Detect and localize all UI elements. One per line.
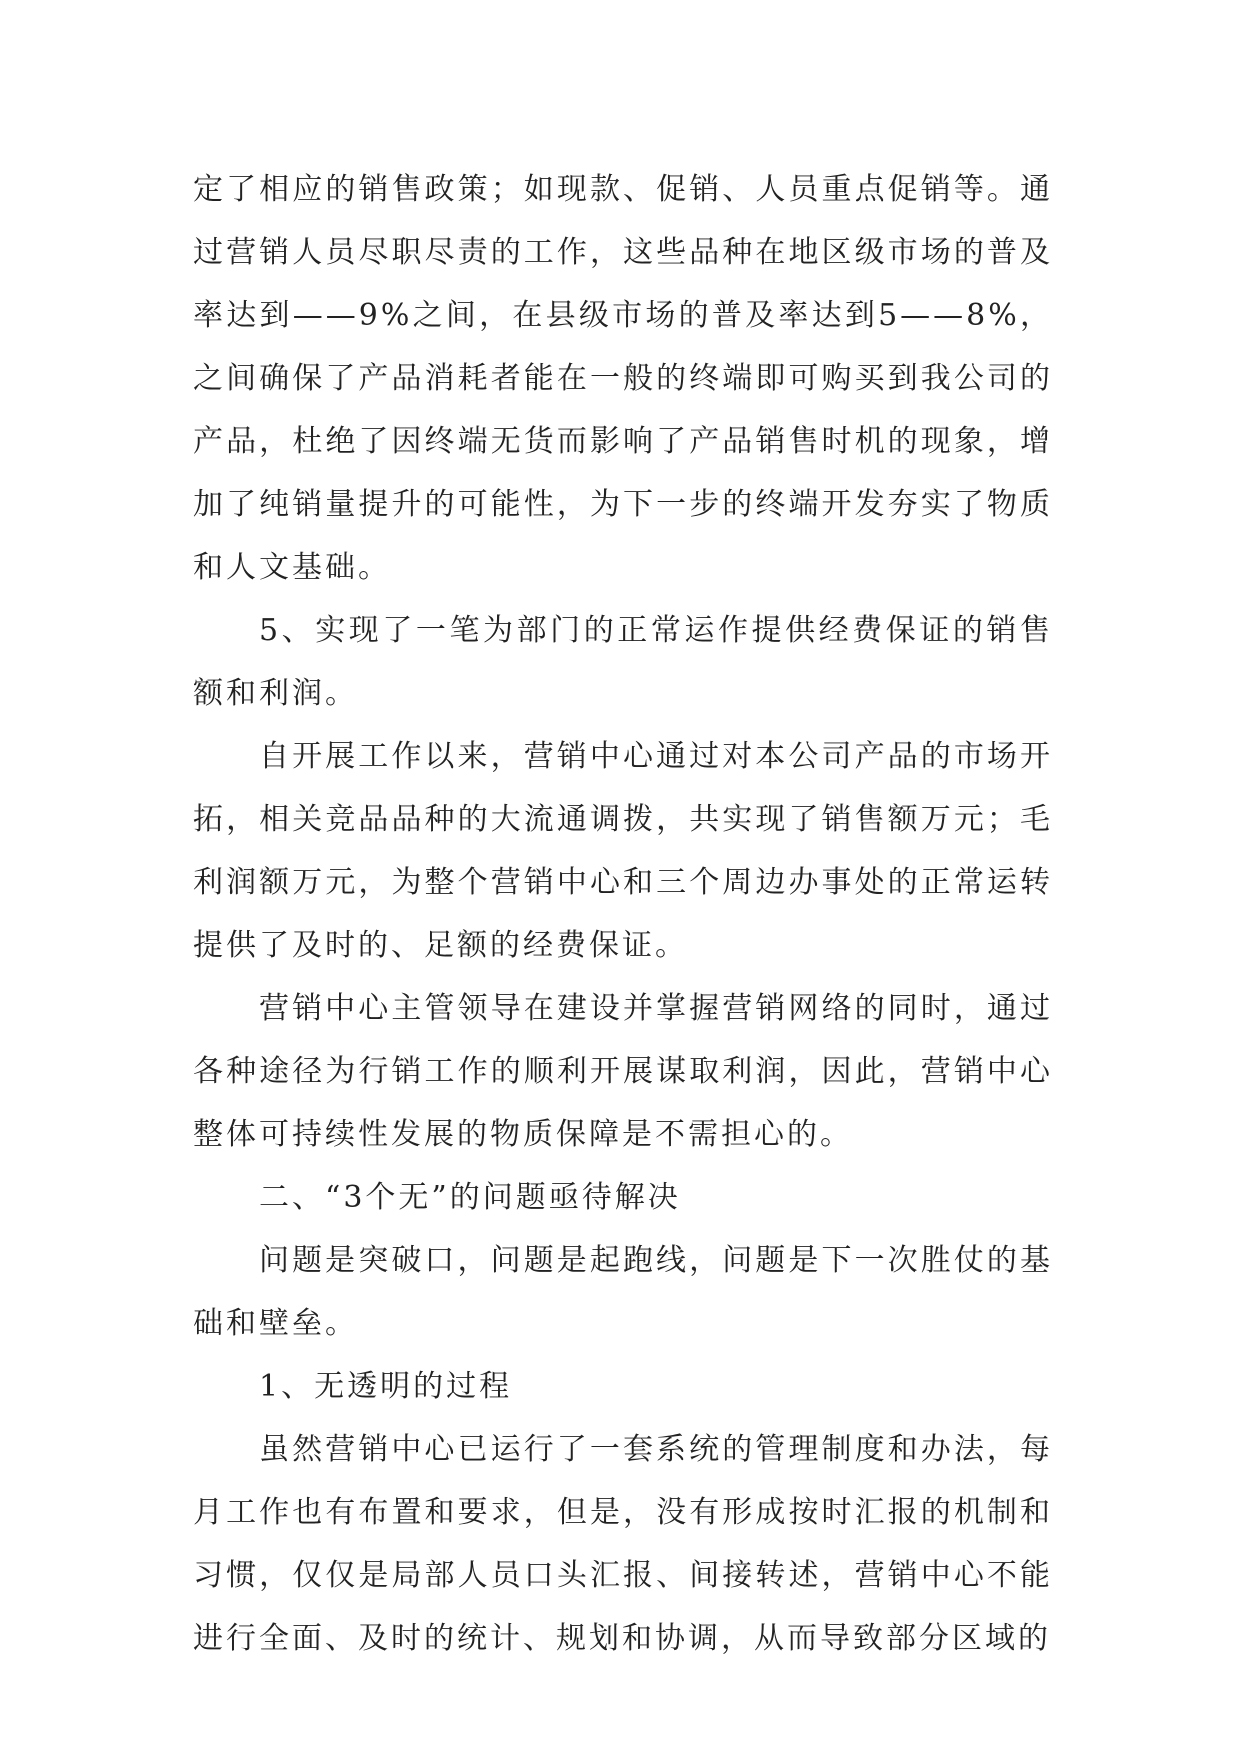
paragraph-problem-intro: 问题是突破口，问题是起跑线，问题是下一次胜仗的基础和壁垒。	[193, 1243, 1053, 1341]
subheading-no-transparent-process: 1、无透明的过程	[259, 1369, 513, 1404]
paragraph-process-detail: 虽然营销中心已运行了一套系统的管理制度和办法，每月工作也有布置和要求，但是，没有形成按时汇报的机制和习惯，仅仅是局部人员口头汇报、间接转述，营销中心不能进行全面、及时的统计、规划和协调，从而导致部分区域的	[193, 1432, 1053, 1656]
paragraph-continuation: 定了相应的销售政策；如现款、促销、人员重点促销等。通过营销人员尽职尽责的工作，这些品种在地区级市场的普及率达到——9%之间，在县级市场的普及率达到5——8%，之间确保了产品消耗者能在一般的终端即可购买到我公司的产品，杜绝了因终端无货而影响了产品销售时机的现象，增加了纯销量提升的可能性，为下一步的终端开发夯实了物质和人文基础。	[193, 172, 1053, 585]
paragraph-sales-summary: 自开展工作以来，营销中心通过对本公司产品的市场开拓，相关竞品品种的大流通调拨，共实现了销售额万元；毛利润额万元，为整个营销中心和三个周边办事处的正常运转提供了及时的、足额的经费保证。	[193, 739, 1053, 963]
paragraph-leadership: 营销中心主管领导在建设并掌握营销网络的同时，通过各种途径为行销工作的顺利开展谋取利润，因此，营销中心整体可持续性发展的物质保障是不需担心的。	[193, 991, 1053, 1152]
section-heading-problems: 二、“3个无”的问题亟待解决	[259, 1180, 681, 1215]
document-body	[193, 158, 1053, 1670]
paragraph-item-5-heading: 5、实现了一笔为部门的正常运作提供经费保证的销售额和利润。	[193, 613, 1053, 711]
